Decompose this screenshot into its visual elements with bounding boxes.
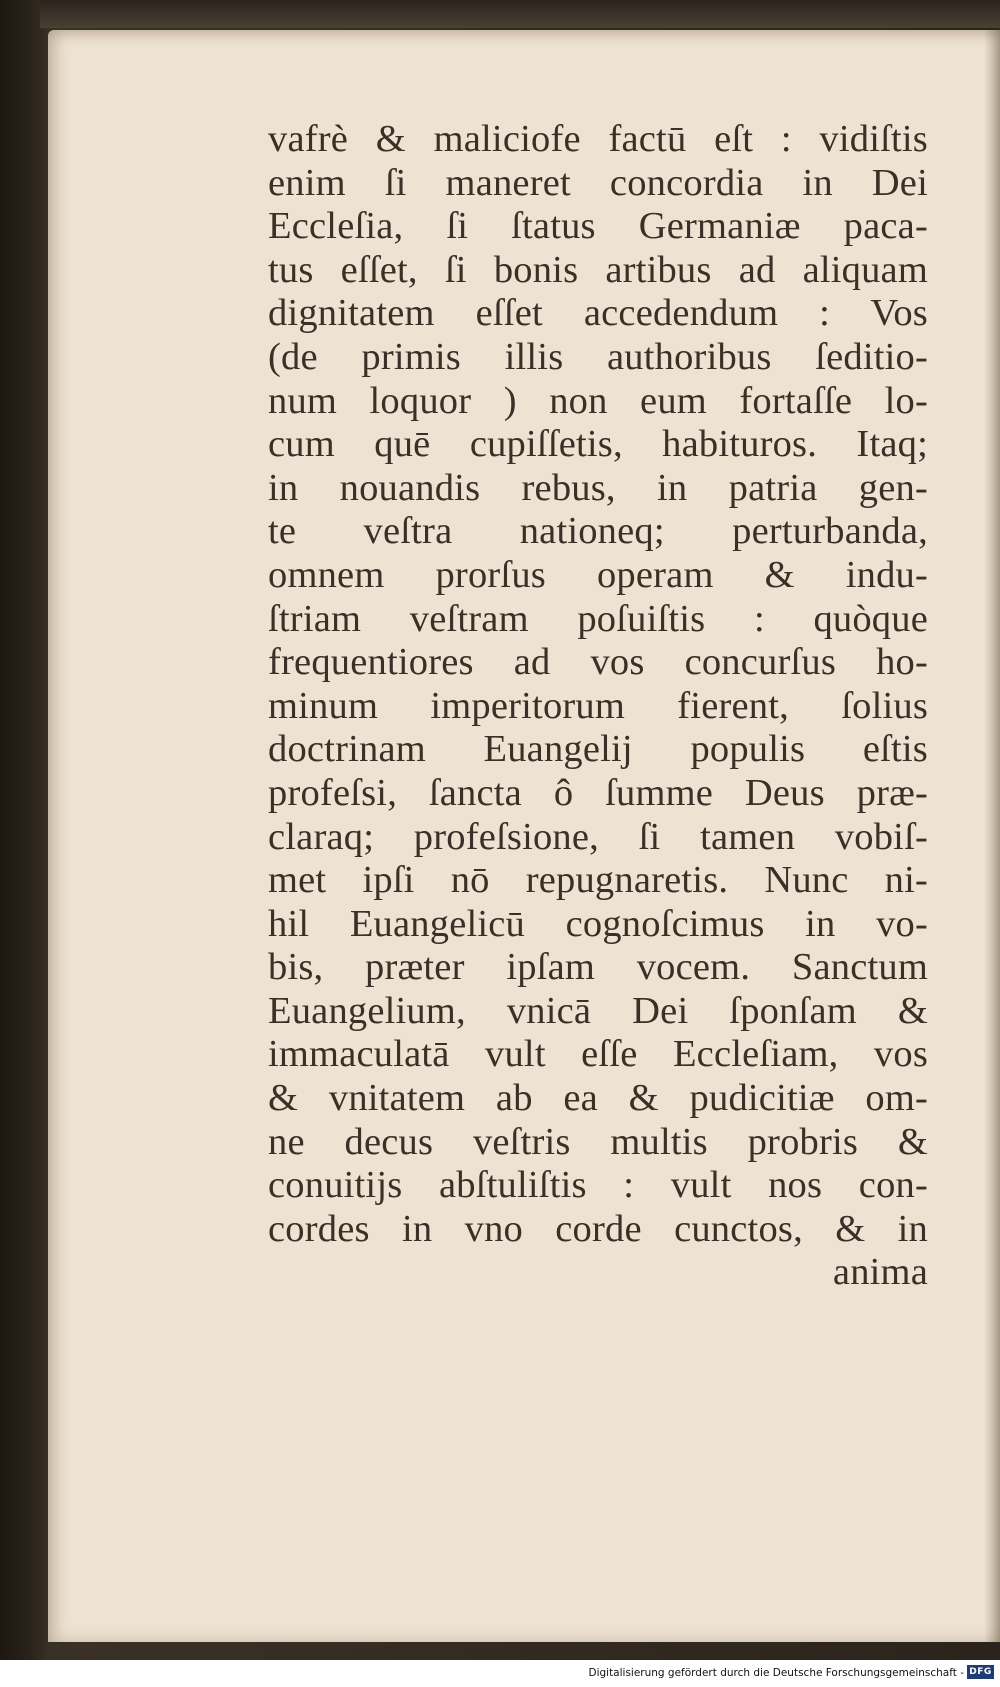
text-line-14: minum imperitorum fierent, ſolius — [268, 684, 928, 727]
text-line-12: ſtriam veſtram poſuiſtis : quòque — [268, 597, 928, 640]
catchword: anima — [832, 1251, 928, 1294]
digitization-footer — [0, 1660, 1000, 1687]
text-line-8: cum quē cupiſſetis, habituros. Itaq; — [268, 423, 928, 466]
text-line-13: frequentiores ad vos concurſus ho- — [268, 641, 928, 684]
text-line-26: cordes in vno corde cunctos, & in — [268, 1207, 928, 1250]
book-top-edge — [40, 0, 1000, 28]
text-line-15: doctrinam Euangelij populis eſtis — [268, 728, 928, 771]
text-line-9: in nouandis rebus, in patria gen- — [268, 466, 928, 509]
funding-credit: Digitalisierung gefördert durch die Deutsche Forschungsgemeinschaft - — [588, 1667, 964, 1679]
text-line-2: enim ſi maneret concordia in Dei — [268, 161, 928, 204]
text-line-5: dignitatem eſſet accedendum : Vos — [268, 292, 928, 335]
text-line-16: profeſsi, ſancta ô ſumme Deus præ- — [268, 771, 928, 814]
text-line-20: bis, præter ipſam vocem. Sanctum — [268, 946, 928, 989]
text-line-23: & vnitatem ab ea & pudicitiæ om- — [268, 1077, 928, 1120]
text-line-22: immaculatā vult eſſe Eccleſiam, vos — [268, 1033, 928, 1076]
text-line-7: num loquor ) non eum fortaſſe lo- — [268, 379, 928, 422]
dfg-logo: DFG — [967, 1665, 994, 1679]
text-line-24: ne decus veſtris multis probris & — [268, 1120, 928, 1163]
text-line-11: omnem prorſus operam & indu- — [268, 553, 928, 596]
page-text — [268, 118, 928, 1295]
text-line-17: claraq; profeſsione, ſi tamen vobiſ- — [268, 815, 928, 858]
text-line-18: met ipſi nō repugnaretis. Nunc ni- — [268, 859, 928, 902]
text-line-21: Euangelium, vnicā Dei ſponſam & — [268, 989, 928, 1032]
text-line-6: (de primis illis authoribus ſeditio- — [268, 335, 928, 378]
text-line-3: Eccleſia, ſi ſtatus Germaniæ paca- — [268, 205, 928, 248]
text-line-10: te veſtra nationeq; perturbanda, — [268, 510, 928, 553]
text-line-19: hil Euangelicū cognoſcimus in vo- — [268, 902, 928, 945]
text-line-25: conuitijs abſtuliſtis : vult nos con- — [268, 1164, 928, 1207]
text-line-4: tus eſſet, ſi bonis artibus ad aliquam — [268, 248, 928, 291]
text-line-1: vafrè & maliciofe factū eſt : vidiſtis — [268, 118, 928, 160]
